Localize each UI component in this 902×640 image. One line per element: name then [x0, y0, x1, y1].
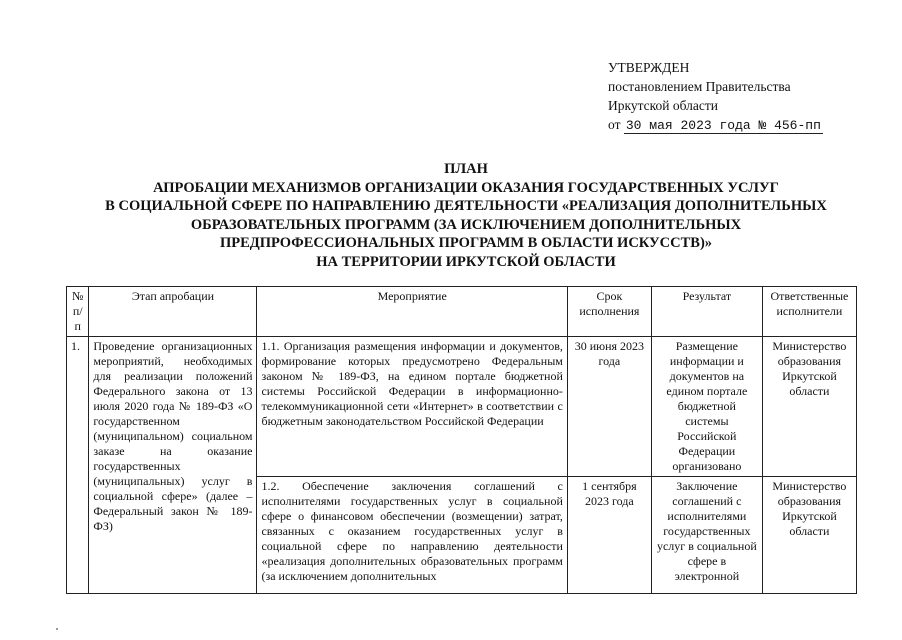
- responsible-cell: Министерство образования Иркутской области: [762, 337, 856, 477]
- approval-title: УТВЕРЖДЕН: [608, 60, 690, 75]
- approval-prefix: от: [608, 117, 621, 132]
- row-number: 1.: [67, 337, 89, 594]
- result-cell: Размещение информации и документов на едином портале бюджетной системы Российской Федерации организовано: [651, 337, 762, 477]
- header-result: Результат: [651, 287, 762, 337]
- table-header-row: [67, 287, 857, 337]
- term-cell: 1 сентября 2023 года: [567, 477, 651, 594]
- approval-date-line: [608, 115, 868, 135]
- approval-line-1: постановлением Правительства: [608, 79, 791, 94]
- plan-title-line-1: ПЛАН: [444, 161, 488, 177]
- plan-title-line-6: НА ТЕРРИТОРИИ ИРКУТСКОЙ ОБЛАСТИ: [316, 253, 616, 270]
- stage-cell: Проведение организационных мероприятий, необходимых для реализации положений Федерального закона от 13 июля 2020 года № 189-ФЗ «О государственном (муниципальном) социальном заказе на оказание государственных (муниципальных) услуг в социальной сфере» (далее – Федеральный закон № 189-ФЗ): [89, 337, 257, 594]
- header-responsible: Ответственные исполнители: [762, 287, 856, 337]
- result-cell: Заключение соглашений с исполнителями государственных услуг в социальной сфере в электронной: [651, 477, 762, 594]
- plan-title-line-4: ОБРАЗОВАТЕЛЬНЫХ ПРОГРАММ (ЗА ИСКЛЮЧЕНИЕМ ДОПОЛНИТЕЛЬНЫХ: [190, 216, 742, 233]
- header-term: Срок исполнения: [567, 287, 651, 337]
- plan-title-line-3: В СОЦИАЛЬНОЙ СФЕРЕ ПО НАПРАВЛЕНИЮ ДЕЯТЕЛЬНОСТИ «РЕАЛИЗАЦИЯ ДОПОЛНИТЕЛЬНЫХ: [105, 198, 827, 214]
- term-cell: 30 июня 2023 года: [567, 337, 651, 477]
- event-cell: 1.2. Обеспечение заключения соглашений с исполнителями государственных услуг в социальной сфере о финансовом обеспечении (возмещении) затрат, связанных с оказанием государственных услуг в социальной сфере по направлению деятельности «реализация дополнительных образовательных программ (за исключением дополнительных: [257, 477, 567, 594]
- scan-speck: [56, 628, 58, 630]
- plan-table: [66, 286, 857, 594]
- header-num: № п/п: [67, 287, 89, 337]
- approval-date-number: 30 мая 2023 года № 456-пп: [625, 118, 821, 133]
- approval-stamp: [608, 58, 868, 135]
- responsible-cell: Министерство образования Иркутской области: [762, 477, 856, 594]
- plan-title: [60, 160, 872, 271]
- header-stage: Этап апробации: [89, 287, 257, 337]
- event-cell: 1.1. Организация размещения информации и документов, формирование которых предусмотрено Федеральным законом № 189-ФЗ, на едином портале бюджетной системы Российской Федерации в информационно-телекоммуникационной сети «Интернет» в соответствии с бюджетным законодательством Российской Федерации: [257, 337, 567, 477]
- header-event: Мероприятие: [257, 287, 567, 337]
- approval-line-2: Иркутской области: [608, 98, 719, 113]
- plan-title-line-2: АПРОБАЦИИ МЕХАНИЗМОВ ОРГАНИЗАЦИИ ОКАЗАНИЯ ГОСУДАРСТВЕННЫХ УСЛУГ: [153, 179, 779, 196]
- plan-title-line-5: ПРЕДПРОФЕССИОНАЛЬНЫХ ПРОГРАММ В ОБЛАСТИ ИСКУССТВ)»: [219, 235, 713, 251]
- table-row: [67, 337, 857, 477]
